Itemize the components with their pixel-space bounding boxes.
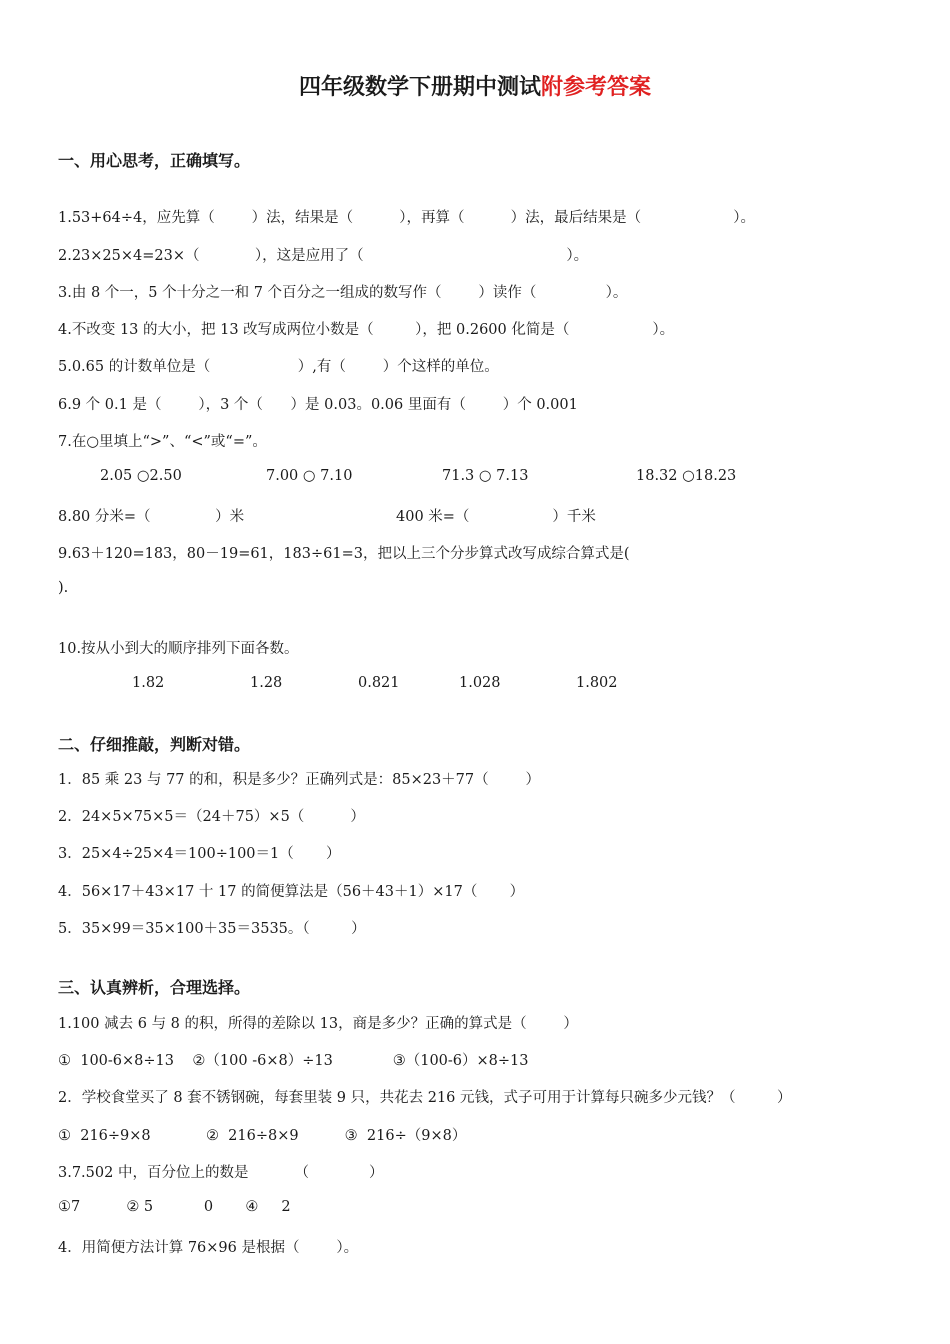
s3-question-3: 3.7.502 中，百分位上的数是 （ ）: [58, 1165, 384, 1181]
section1-heading: 一、用心思考，正确填写。: [58, 151, 251, 170]
s3-question-1: 1.100 减去 6 与 8 的积，所得的差除以 13，商是多少？正确的算式是（ ）: [58, 1016, 578, 1032]
compare-item-2: 7.00 ○ 7.10: [266, 468, 353, 484]
s1-question-8a: 8.80 分米=（ ）米: [58, 509, 245, 525]
title-highlight: 附参考答案: [541, 75, 652, 100]
order-number-1: 1.82: [132, 675, 165, 691]
order-number-3: 0.821: [358, 675, 400, 691]
compare-item-1: 2.05 ○2.50: [100, 468, 182, 484]
order-number-5: 1.802: [576, 675, 618, 691]
s3-question-2: 2．学校食堂买了 8 套不锈钢碗，每套里装 9 只，共花去 216 元钱，式子可用于计算每只碗多少元钱？（ ）: [58, 1090, 792, 1106]
s3-question-1-options: ① 100-6×8÷13 ②（100 -6×8）÷13 ③（100-6）×8÷13: [58, 1053, 529, 1069]
s2-item-1: 1．85 乘 23 与 77 的和，积是多少？正确列式是：85×23＋77（ ）: [58, 772, 540, 788]
compare-item-4: 18.32 ○18.23: [636, 468, 737, 484]
s1-question-6: 6.9 个 0.1 是（ ），3 个（ ）是 0.03。0.06 里面有（ ）个 0.001: [58, 397, 578, 413]
compare-item-3: 71.3 ○ 7.13: [442, 468, 529, 484]
s2-item-3: 3．25×4÷25×4＝100÷100＝1（ ）: [58, 846, 341, 862]
s1-question-1: 1.53+64÷4，应先算（ ）法，结果是（ ），再算（ ）法，最后结果是（ ）。: [58, 210, 755, 226]
page-title: [0, 70, 950, 101]
s1-question-9: 9.63＋120=183，80－19=61，183÷61=3，把以上三个分步算式改写成综合算式是(: [58, 546, 630, 562]
s3-question-2-options: ① 216÷9×8 ② 216÷8×9 ③ 216÷（9×8）: [58, 1128, 467, 1144]
s1-question-7: 7.在○里填上“>”、“<”或“=”。: [58, 434, 267, 450]
s1-question-8b: 400 米=（ ）千米: [396, 509, 596, 525]
s3-question-4: 4．用简便方法计算 76×96 是根据（ ）。: [58, 1240, 359, 1256]
section2-heading: 二、仔细推敲，判断对错。: [58, 735, 251, 754]
s1-question-2: 2.23×25×4=23×（ ），这是应用了（ ）。: [58, 248, 589, 264]
section3-heading: 三、认真辨析，合理选择。: [58, 978, 251, 997]
s2-item-2: 2．24×5×75×5＝（24＋75）×5（ ）: [58, 809, 365, 825]
s1-question-9-end: ).: [58, 580, 69, 596]
title-main: 四年级数学下册期中测试: [298, 75, 541, 100]
s1-question-10: 10.按从小到大的顺序排列下面各数。: [58, 641, 299, 657]
s3-question-3-options: ①7 ② 5 0 ④ 2: [58, 1199, 291, 1215]
s2-item-5: 5．35×99＝35×100＋35＝3535。（ ）: [58, 921, 366, 937]
s2-item-4: 4．56×17＋43×17 十 17 的简便算法是（56＋43＋1）×17（ ）: [58, 884, 525, 900]
s1-question-3: 3.由 8 个一，5 个十分之一和 7 个百分之一组成的数写作（ ）读作（ ）。: [58, 285, 628, 301]
order-number-2: 1.28: [250, 675, 283, 691]
s1-question-5: 5.0.65 的计数单位是（ ）,有（ ）个这样的单位。: [58, 359, 499, 375]
s1-question-4: 4.不改变 13 的大小，把 13 改写成两位小数是（ ），把 0.2600 化简是（ ）。: [58, 322, 675, 338]
order-number-4: 1.028: [459, 675, 501, 691]
